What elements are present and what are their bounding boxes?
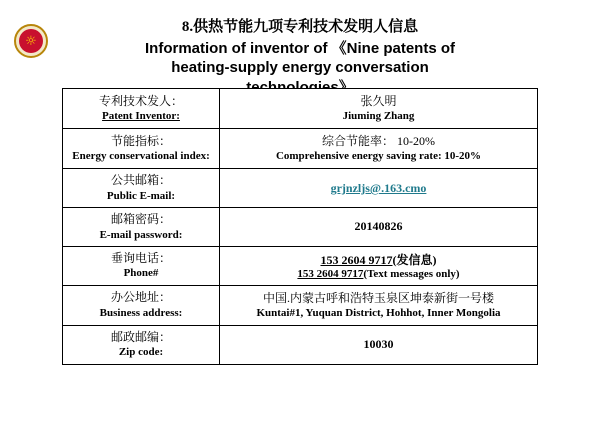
page-title-chinese: 8.供热节能九项专利技术发明人信息: [181, 19, 419, 35]
label-english: Zip code:: [118, 346, 164, 359]
row-value-zip-code: [220, 325, 538, 364]
row-label-zip-code: [63, 325, 220, 364]
row-label-patent-inventor: [63, 89, 220, 129]
value-english: Kuntai#1, Yuquan District, Hohhot, Inner Mongolia: [256, 306, 501, 319]
row-value-email-password: [220, 207, 538, 246]
value-text: 10030: [363, 337, 394, 352]
row-label-energy-index: [63, 129, 220, 169]
label-chinese: 办公地址：: [110, 290, 171, 305]
page-title-english-line2: heating-supply energy conversation: [171, 59, 429, 77]
label-chinese: 垂询电话：: [110, 250, 171, 265]
table-row: [63, 89, 538, 129]
value-english: Jiuming Zhang: [342, 110, 415, 123]
label-english: Business address:: [99, 306, 183, 319]
label-english: E-mail password:: [99, 228, 183, 241]
row-label-public-email: [63, 169, 220, 208]
page-title-english-line1: Information of inventor of 《Nine patents of: [145, 39, 455, 57]
table-row: [63, 325, 538, 364]
table-row: [63, 207, 538, 246]
label-english: Patent Inventor:: [102, 110, 180, 123]
value-text: 20140826: [354, 219, 403, 234]
table-row: [63, 169, 538, 208]
phone-line-english: [222, 268, 535, 280]
page-title: [0, 0, 600, 97]
row-label-business-address: [63, 285, 220, 325]
row-value-business-address: [220, 285, 538, 325]
phone-suffix-chinese: (发信息): [392, 253, 437, 268]
value-english: Comprehensive energy saving rate: 10-20%: [275, 150, 482, 163]
value-chinese: 中国.内蒙古呼和浩特玉泉区坤泰新街一号楼: [262, 290, 494, 305]
label-chinese: 节能指标：: [110, 133, 171, 148]
table-row: [63, 129, 538, 169]
label-chinese: 专利技术发人：: [98, 93, 183, 108]
value-chinese: 综合节能率： 10-20%: [322, 134, 435, 149]
label-chinese: 邮箱密码：: [110, 211, 171, 226]
phone-suffix-english: (Text messages only): [363, 268, 460, 281]
label-english: Phone#: [123, 267, 159, 280]
label-english: Energy conservational index:: [72, 150, 210, 163]
label-chinese: 邮政邮编：: [110, 329, 171, 344]
emblem-icon: [14, 24, 48, 58]
table-row: [63, 285, 538, 325]
row-value-patent-inventor: [220, 89, 538, 129]
phone-number-chinese: 153 2604 9717: [320, 253, 393, 268]
value-chinese: 张久明: [360, 94, 397, 108]
row-label-email-password: [63, 207, 220, 246]
label-chinese: 公共邮箱：: [110, 173, 171, 188]
row-value-energy-index: [220, 129, 538, 169]
inventor-info-table: [62, 88, 538, 365]
email-link[interactable]: grjnzljs@.163.cmo: [330, 181, 427, 195]
row-label-phone: [63, 246, 220, 285]
row-value-phone: [220, 246, 538, 285]
phone-number-english: 153 2604 9717: [297, 268, 364, 281]
table-row: [63, 246, 538, 285]
row-value-public-email: [220, 169, 538, 208]
phone-line-chinese: [222, 251, 535, 268]
emblem-inner-glyph: ☼: [19, 29, 43, 53]
label-english: Public E-mail:: [106, 189, 176, 202]
